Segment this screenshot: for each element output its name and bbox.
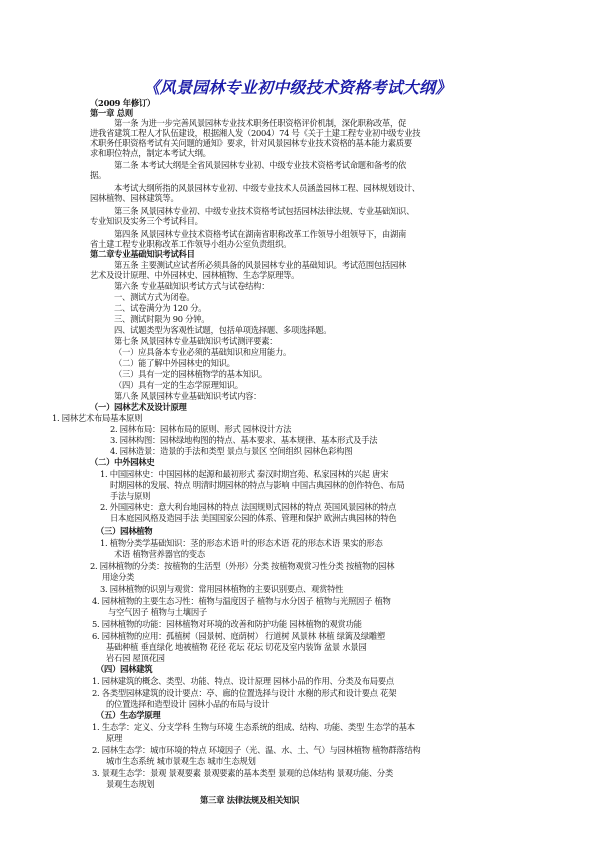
article-4-line: 第四条 风景园林专业技术资格考试在湖南省职称改革工作领导小组领导下，由湖南 <box>114 229 407 239</box>
section-3-line: 岩石园 屋顶花园 <box>106 653 165 663</box>
section-3-line: 5. 园林植物的功能：园林植物对环境的改善和防护功能 园林植物的观赏功能 <box>92 619 362 629</box>
section-3-line: 6. 园林植物的应用：孤植树（园景树、庭荫树） 行道树 风景林 林植 绿篱及绿雕塑 <box>92 631 385 641</box>
article-4-line: 省土建工程专业职称改革工作领导小组办公室负责组织。 <box>90 239 292 249</box>
article-5-line: 第五条 主要测试应试者所必须具备的风景园林专业的基础知识。考试范围包括园林 <box>114 260 407 270</box>
section-2-line: 手法与原则 <box>110 491 151 501</box>
section-3-heading: （三）园林植物 <box>96 526 153 536</box>
chapter-2-heading: 第二章专业基础知识考试科目 <box>90 249 195 259</box>
article-3-line: 第三条 风景园林专业初、中级专业技术资格考试包括园林法律法规、专业基础知识、 <box>114 206 415 216</box>
chapter-1-heading: 第一章 总则 <box>90 108 133 118</box>
article-2-line: 据。 <box>90 170 107 180</box>
section-4-heading: （四）园林建筑 <box>96 664 153 674</box>
section-2-line: 日本庭园风格及造园手法 美国国家公园的体系、管理和保护 欧洲古典园林的特色 <box>110 513 397 523</box>
section-1-line: 4. 园林造景：造景的手法和类型 景点与景区 空间组织 园林色彩构图 <box>110 446 353 456</box>
article-7-item: （一）应具备本专业必须的基础知识和应用能力。 <box>114 347 292 357</box>
section-3-line: 用途分类 <box>102 572 135 582</box>
section-4-line: 的位置选择和造型设计 园林小品的布局与设计 <box>106 699 270 709</box>
section-5-line: 城市生态系统 城市景观生态 城市生态规划 <box>106 756 256 766</box>
section-1-line: 1. 园林艺术布局基本原则 <box>52 413 143 423</box>
article-6-item: 四、试题类型为客观性试题，包括单项选择题、多项选择题。 <box>114 325 332 335</box>
article-1-line: 第一条 为进一步完善风景园林专业技术职务任职资格评价机制，深化职称改革，促 <box>114 118 407 128</box>
section-5-line: 2. 园林生态学：城市环境的特点 环境因子（光、温、水、土、气）与园林植物 植物群落结构 <box>92 745 421 755</box>
article-1-line: 进我省建筑工程人才队伍建设，根据湘人发（2004）74 号《关于土建工程专业初中级专业技 <box>90 128 421 138</box>
section-3-line: 4. 园林植物的主要生态习性：植物与温度因子 植物与水分因子 植物与光照因子 植物 <box>92 596 391 606</box>
article-2-line: 第二条 本考试大纲是全省风景园林专业初、中级专业技术资格考试命题和备考的依 <box>114 160 407 170</box>
section-1-line: 2. 园林布局：园林布局的原则、形式 园林设计方法 <box>110 424 292 434</box>
chapter-3-heading: 第三章 法律法规及相关知识 <box>200 795 300 805</box>
article-scope-line: 本考试大纲所指的风景园林专业初、中级专业技术人员涵盖园林工程、园林规划设计、 <box>114 183 420 193</box>
section-5-line: 1. 生态学：定义、分支学科 生物与环境 生态系统的组成、结构、功能、类型 生态学的基本 <box>92 722 415 732</box>
article-7-item: （四）具有一定的生态学原理知识。 <box>114 380 243 390</box>
section-2-line: 1. 中国园林史：中国园林的起源和最初形式 秦汉时期宫苑、私家园林的兴起 唐宋 <box>100 469 389 479</box>
section-3-line: 2. 园林植物的分类：按植物的生活型（外形）分类 按植物观赏习性分类 按植物的园林 <box>90 561 395 571</box>
article-6: 第六条 专业基础知识考试方式与试卷结构： <box>114 281 270 291</box>
section-1-line: 3. 园林构图：园林绿地构图的特点、基本要求、基本规律、基本形式及手法 <box>110 435 378 445</box>
article-5-line: 艺术及设计原理、中外园林史、园林植物、生态学原理等。 <box>90 270 300 280</box>
section-2-line: 时期园林的发展、特点 明清时期园林的特点与影响 中国古典园林的创作特色、布局 <box>110 480 405 490</box>
section-2-line: 2. 外国园林史：意大利台地园林的特点 法国规则式园林的特点 英国风景园林的特点 <box>100 502 397 512</box>
article-7: 第七条 风景园林专业基础知识考试测评要素： <box>114 336 278 346</box>
section-3-line: 术语 植物营养器官的变态 <box>114 549 205 559</box>
section-5-line: 原理 <box>106 733 123 743</box>
article-8: 第八条 风景园林专业基础知识考试内容： <box>114 391 262 401</box>
section-5-line: 景观生态规划 <box>106 779 155 789</box>
article-7-item: （二）能了解中外园林史的知识。 <box>114 358 235 368</box>
article-6-item: 三、测试时限为 90 分钟。 <box>114 314 210 324</box>
section-5-heading: （五）生态学原理 <box>96 710 161 720</box>
section-5-line: 3. 景观生态学：景观 景观要素 景观要素的基本类型 景观的总体结构 景观功能、分类 <box>92 768 393 778</box>
section-3-line: 与空气因子 植物与土壤因子 <box>108 607 207 617</box>
article-7-item: （三）具有一定的园林植物学的基本知识。 <box>114 369 267 379</box>
article-3-line: 专业知识及实务三个考试科目。 <box>90 216 203 226</box>
section-3-line: 基础种植 垂直绿化 地被植物 花径 花坛 花坛 切花及室内装饰 盆景 水景园 <box>106 642 367 652</box>
section-4-line: 1. 园林建筑的概念、类型、功能、特点、设计原理 园林小品的作用、分类及布局要点 <box>92 676 394 686</box>
section-3-line: 3. 园林植物的识别与观赏：常用园林植物的主要识别要点、观赏特性 <box>100 584 344 594</box>
article-1-line: 求和职位特点，制定本考试大纲。 <box>90 148 211 158</box>
article-1-line: 术职务任职资格考试有关问题的通知》要求，针对风景园林专业技术资格的基本能力素质要 <box>90 138 412 148</box>
section-1-heading: （一）园林艺术及设计原理 <box>90 402 187 412</box>
article-6-item: 二、试卷满分为 120 分。 <box>114 303 207 313</box>
document-title: 《风景园林专业初中级技术资格考试大纲》 <box>143 78 452 97</box>
article-6-item: 一、测试方式为闭卷。 <box>114 292 195 302</box>
section-3-line: 1. 植物分类学基础知识：茎的形态术语 叶的形态术语 花的形态术语 果实的形态 <box>100 538 383 548</box>
section-4-line: 2. 各类型园林建筑的设计要点：亭、廊的位置选择与设计 水榭的形式和设计要点 花架 <box>92 688 397 698</box>
article-scope-line: 园林植物、园林建筑等。 <box>90 193 179 203</box>
section-2-heading: （二）中外园林史 <box>90 457 155 467</box>
revision-note: （2009 年修订） <box>90 98 155 108</box>
